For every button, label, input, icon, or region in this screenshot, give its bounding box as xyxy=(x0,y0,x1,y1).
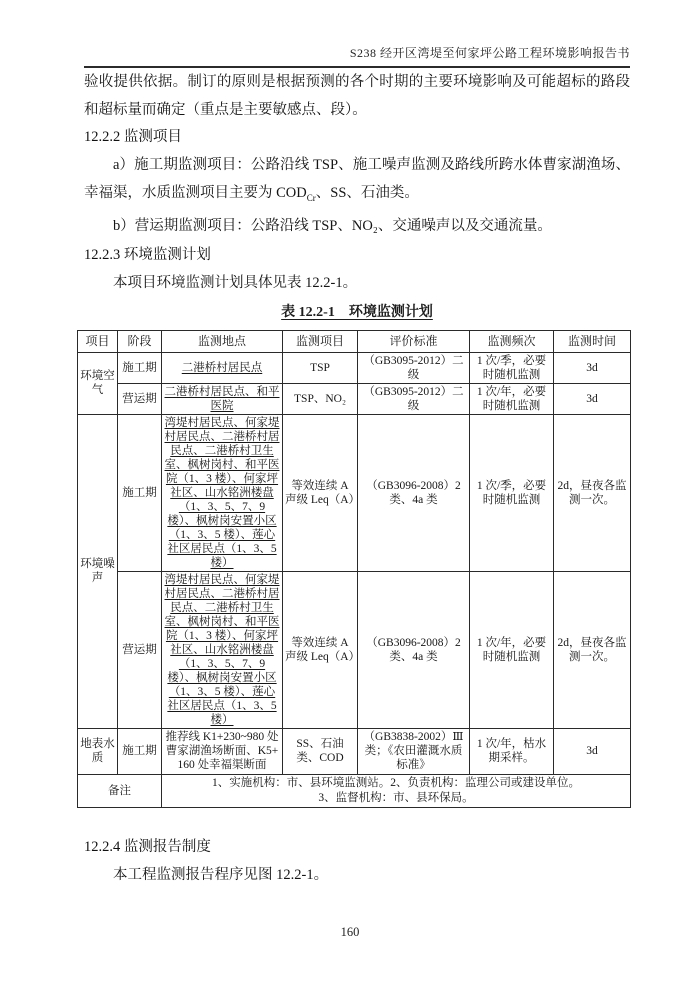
cell-phase: 施工期 xyxy=(118,728,162,774)
cell-duration: 3d xyxy=(554,728,631,774)
col-header-frequency: 监测频次 xyxy=(470,330,554,352)
cell-phase: 施工期 xyxy=(118,352,162,383)
section-heading-12-2-2: 12.2.2 监测项目 xyxy=(84,129,182,145)
cell-location: 推荐线 K1+230~980 处曹家湖渔场断面、K5+160 处幸福渠断面 xyxy=(162,728,283,774)
cell-phase: 施工期 xyxy=(118,414,162,571)
note-line-1: 1、实施机构：市、县环境监测站。2、负责机构：监理公司或建设单位。 xyxy=(212,776,580,789)
cell-location: 二港桥村居民点 xyxy=(162,352,283,383)
cell-frequency: 1 次/季，必要时随机监测 xyxy=(470,414,554,571)
table-row-water-construction xyxy=(78,728,631,774)
cell-duration: 3d xyxy=(554,352,631,383)
cell-item: SS、石油类、COD xyxy=(283,728,358,774)
cell-frequency: 1 次/年，枯水期采样。 xyxy=(470,728,554,774)
table-row-noise-construction xyxy=(78,414,631,571)
cell-item: 等效连续 A 声级 Leq（A） xyxy=(283,414,358,571)
cell-standard: （GB3096-2008）2 类、4a 类 xyxy=(358,414,470,571)
cell-location: 二港桥村居民点、和平医院 xyxy=(162,383,283,414)
cell-standard: （GB3096-2008）2 类、4a 类 xyxy=(358,571,470,728)
cell-category-noise: 环境噪声 xyxy=(78,414,118,728)
item-a-text-end: 、SS、石油类。 xyxy=(315,185,419,201)
table-header-row xyxy=(78,330,631,352)
cell-phase: 营运期 xyxy=(118,383,162,414)
section-heading-12-2-3: 12.2.3 环境监测计划 xyxy=(84,246,211,263)
cell-standard: （GB3838-2002）Ⅲ类；《农田灌溉水质标准》 xyxy=(358,728,470,774)
see-table-paragraph: 本项目环境监测计划具体见表 12.2-1。 xyxy=(113,274,358,291)
cell-location: 湾堤村居民点、何家堤村居民点、二港桥村居民点、二港桥村卫生室、枫树岗村、和平医院（1、3 楼）、何家坪社区、山水铭洲楼盘（1、3、5、7、9 楼）、枫树岗安置小区（1、3、5 楼）、莲心社区居民点（1、3、5 楼） xyxy=(162,571,283,728)
col-header-phase: 阶段 xyxy=(118,330,162,352)
cell-frequency: 1 次/季，必要时随机监测 xyxy=(470,352,554,383)
cell-item: 等效连续 A 声级 Leq（A） xyxy=(283,571,358,728)
item-a-subscript: Cr xyxy=(306,192,316,203)
col-header-duration: 监测时间 xyxy=(554,330,631,352)
note-line-2: 3、监督机构：市、县环保局。 xyxy=(318,791,474,804)
page-number: 160 xyxy=(340,925,360,939)
table-caption-text: 表 12.2-1 环境监测计划 xyxy=(281,304,433,320)
cell-location: 湾堤村居民点、何家堤村居民点、二港桥村居民点、二港桥村卫生室、枫树岗村、和平医院（1、3 楼）、何家坪社区、山水铭洲楼盘（1、3、5、7、9 楼）、枫树岗安置小区（1、3、5 楼）、莲心社区居民点（1、3、5 楼） xyxy=(162,414,283,571)
cell-phase: 营运期 xyxy=(118,571,162,728)
table-caption xyxy=(84,300,630,326)
report-header-title: S238 经开区湾堤至何家坪公路工程环境影响报告书 xyxy=(84,44,630,68)
col-header-location: 监测地点 xyxy=(162,330,283,352)
table-row-air-operation xyxy=(78,383,631,414)
item-a-text: a）施工期监测项目：公路沿线 TSP、施工噪声监测及路线所跨水体曹家湖渔场、幸福渠，水质监测项目主要为 COD xyxy=(84,157,630,201)
table-row-note xyxy=(78,774,631,807)
page-content xyxy=(80,44,630,889)
cell-category-water: 地表水质 xyxy=(78,728,118,774)
col-header-item: 监测项目 xyxy=(283,330,358,352)
item-a-paragraph xyxy=(84,151,630,212)
col-header-standard: 评价标准 xyxy=(358,330,470,352)
col-header-project: 项目 xyxy=(78,330,118,352)
cell-duration: 3d xyxy=(554,383,631,414)
intro-paragraph: 验收提供依据。制订的原则是根据预测的各个时期的主要环境影响及可能超标的路段和超标量而确定（重点是主要敏感点、段）。 xyxy=(84,74,630,118)
cell-frequency: 1 次/年，必要时随机监测 xyxy=(470,571,554,728)
cell-duration: 2d，昼夜各监测一次。 xyxy=(554,571,631,728)
cell-item: TSP、NO₂ xyxy=(283,383,358,414)
cell-standard: （GB3095-2012）二级 xyxy=(358,352,470,383)
item-b-paragraph: b）营运期监测项目：公路沿线 TSP、NO₂、交通噪声以及交通流量。 xyxy=(113,217,552,234)
cell-note-label: 备注 xyxy=(78,774,162,807)
cell-note-content xyxy=(162,774,631,807)
cell-frequency: 1 次/年，必要时随机监测 xyxy=(470,383,554,414)
see-figure-paragraph: 本工程监测报告程序见图 12.2-1。 xyxy=(113,866,329,883)
cell-standard: （GB3095-2012）二级 xyxy=(358,383,470,414)
section-heading-12-2-4: 12.2.4 监测报告制度 xyxy=(84,838,211,855)
cell-duration: 2d，昼夜各监测一次。 xyxy=(554,414,631,571)
environment-monitoring-table xyxy=(77,330,631,808)
table-row-air-construction xyxy=(78,352,631,383)
cell-category-air: 环境空气 xyxy=(78,352,118,414)
table-row-noise-operation xyxy=(78,571,631,728)
cell-item: TSP xyxy=(283,352,358,383)
